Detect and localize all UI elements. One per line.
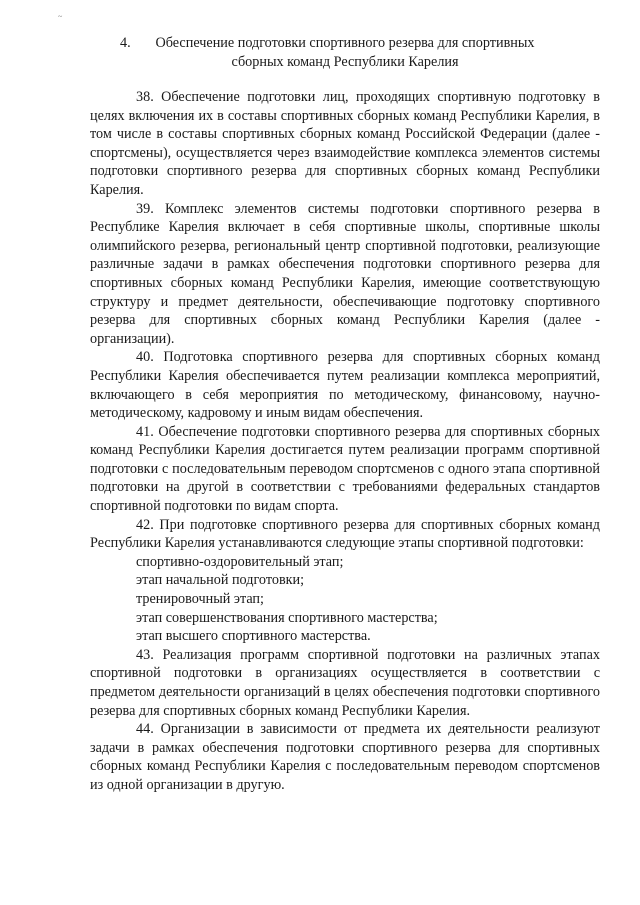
paragraph-43: 43. Реализация программ спортивной подготовки на различных этапах спортивной подготовки в организациях осуществляется в соответствии с предметом деятельности организаций в целях обеспечения подготовки спортивного резерва для спортивных сборных команд Республики Карелия. bbox=[90, 646, 600, 719]
section-title-line-2: сборных команд Республики Карелия bbox=[231, 54, 459, 70]
stage-item: тренировочный этап; bbox=[136, 591, 264, 608]
stage-item: этап совершенствования спортивного мастерства; bbox=[136, 609, 438, 626]
paragraph-44: 44. Организации в зависимости от предмета их деятельности реализуют задачи в рамках обеспечения подготовки спортивного резерва для спортивных сборных команд Республики Карелия с последовательным переводом спортсменов из одной организации в другую. bbox=[90, 721, 600, 793]
stage-item: этап начальной подготовки; bbox=[136, 572, 305, 589]
corner-mark: ~ bbox=[58, 12, 63, 21]
paragraph-40: 40. Подготовка спортивного резерва для спортивных сборных команд Республики Карелия обеспечивается путем реализации комплекса мероприятий, включающего в себя мероприятия по методическому, финансовому, научно-методическому, кадровому и иным видам обеспечения. bbox=[90, 349, 600, 422]
paragraph-39: 39. Комплекс элементов системы подготовки спортивного резерва в Республике Карелия включает в себя спортивные школы, спортивные школы олимпийского резерва, региональный центр спортивной подготовки, реализующие различные задачи в рамках обеспечения подготовки спортивного резерва для спортивных сборных команд Республики Карелия, имеющие соответствующую структуру и предмет деятельности, обеспечивающие подготовку спортивного резерва для спортивных сборных команд Республики Карелия (далее - организации). bbox=[90, 200, 600, 347]
stage-item: этап высшего спортивного мастерства. bbox=[136, 628, 371, 645]
section-heading bbox=[90, 34, 600, 72]
section-title-line-1: Обеспечение подготовки спортивного резерва для спортивных bbox=[155, 35, 535, 51]
paragraph-42: 42. При подготовке спортивного резерва для спортивных сборных команд Республики Карелия устанавливаются следующие этапы спортивной подготовки: bbox=[90, 516, 600, 552]
paragraph-41: 41. Обеспечение подготовки спортивного резерва для спортивных сборных команд Республики Карелия достигается путем реализации программ спортивной подготовки с последовательным переводом спортсменов с одного этапа спортивной подготовки на другой в соответствии с требованиями федеральных стандартов спортивной подготовки по видам спорта. bbox=[90, 423, 600, 515]
stage-item: спортивно-оздоровительный этап; bbox=[136, 553, 344, 570]
section-number: 4. bbox=[120, 35, 131, 51]
paragraph-38: 38. Обеспечение подготовки лиц, проходящих спортивную подготовку в целях включения их в составы спортивных сборных команд Республики Карелия, в том числе в составы спортивных сборных команд Российской Федерации (далее - спортсмены), осуществляется через взаимодействие комплекса элементов системы подготовки спортивного резерва для спортивных сборных команд Республики Карелия. bbox=[90, 89, 600, 198]
